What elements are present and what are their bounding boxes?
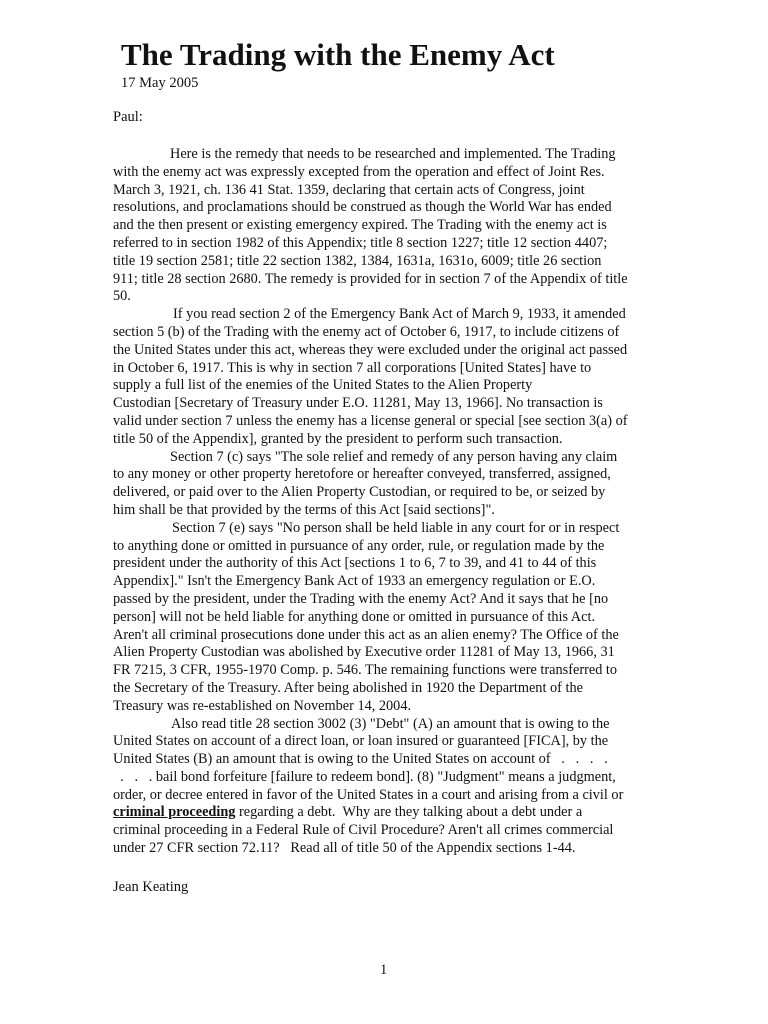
paragraph-emergency-bank-act bbox=[113, 306, 661, 448]
text-line: . . . bail bond forfeiture [failure to redeem bond]. (8) "Judgment" means a judgment, bbox=[113, 768, 616, 785]
document-title: The Trading with the Enemy Act bbox=[121, 37, 555, 72]
text-line: person] will not be held liable for anything done or omitted in pursuance of this Act. bbox=[113, 608, 596, 625]
text-line: March 3, 1921, ch. 136 41 Stat. 1359, declaring that certain acts of Congress, joint bbox=[113, 181, 585, 198]
text-line: United States (B) an amount that is owing to the United States on account of . . . . bbox=[113, 751, 608, 768]
document-date: 17 May 2005 bbox=[121, 75, 199, 91]
text-line: FR 7215, 3 CFR, 1955-1970 Comp. p. 546. The remaining functions were transferred to bbox=[113, 662, 618, 679]
text-line: the Secretary of the Treasury. After being abolished in 1920 the Department of the bbox=[113, 679, 583, 696]
salutation: Paul: bbox=[113, 109, 143, 125]
text-line: Here is the remedy that needs to be researched and implemented. The Trading bbox=[170, 146, 616, 162]
text-line: criminal proceeding in a Federal Rule of Civil Procedure? Aren't all crimes commercial bbox=[113, 822, 614, 839]
text-line: Section 7 (c) says "The sole relief and remedy of any person having any claim bbox=[170, 448, 618, 465]
paragraph-title-28 bbox=[113, 716, 661, 858]
text-line: passed by the president, under the Trading with the enemy Act? And it says that he [no bbox=[113, 590, 609, 607]
text-line: 50. bbox=[113, 288, 131, 305]
text-line: under 27 CFR section 72.11? Read all of title 50 of the Appendix sections 1-44. bbox=[113, 840, 576, 857]
text-line: president under the authority of this Act [sections 1 to 6, 7 to 39, and 41 to 44 of this bbox=[113, 555, 597, 572]
text-line: United States on account of a direct loan, or loan insured or guaranteed [FICA], by the bbox=[113, 733, 609, 750]
text-line: section 5 (b) of the Trading with the enemy act of October 6, 1917, to include citizens of bbox=[113, 323, 620, 340]
text-line: the United States under this act, whereas they were excluded under the original act passed bbox=[113, 341, 628, 358]
page-number: 1 bbox=[380, 962, 388, 978]
text-line: delivered, or paid over to the Alien Property Custodian, or required to be, or seized by bbox=[113, 484, 606, 501]
text-line: valid under section 7 unless the enemy has a license general or special [see section 3(a) of bbox=[113, 412, 628, 429]
text-line: 911; title 28 section 2680. The remedy is provided for in section 7 of the Appendix of title bbox=[113, 270, 628, 287]
text-line: Treasury was re-established on November 14, 2004. bbox=[113, 697, 412, 714]
text-line: to anything done or omitted in pursuance of any order, rule, or regulation made by the bbox=[113, 537, 605, 554]
text-line: Appendix]." Isn't the Emergency Bank Act of 1933 an emergency regulation or E.O. bbox=[113, 573, 596, 590]
text-line: title 50 of the Appendix], granted by the president to perform such transaction. bbox=[113, 430, 563, 447]
paragraph-section-7e bbox=[113, 520, 661, 716]
text-line: resolutions, and proclamations should be construed as though the World War has ended bbox=[113, 199, 612, 216]
text-line: Aren't all criminal prosecutions done under this act as an alien enemy? The Office of the bbox=[113, 626, 619, 643]
text-line: Custodian [Secretary of Treasury under E.O. 11281, May 13, 1966]. No transaction is bbox=[113, 395, 603, 412]
text-line: referred to in section 1982 of this Appendix; title 8 section 1227; title 12 section 4407; bbox=[113, 234, 608, 251]
text-line: in October 6, 1917. This is why in section 7 all corporations [United States] have to bbox=[113, 359, 592, 376]
text-line: If you read section 2 of the Emergency Bank Act of March 9, 1933, it amended bbox=[173, 306, 626, 323]
signature-name: Jean Keating bbox=[113, 879, 189, 895]
text-line: Section 7 (e) says "No person shall be held liable in any court for or in respect bbox=[172, 519, 620, 536]
text-fragment: regarding a debt. Why are they talking about a debt under a bbox=[235, 804, 583, 821]
text-line: to any money or other property heretofore or hereafter conveyed, transferred, assigned, bbox=[113, 466, 611, 483]
text-line: supply a full list of the enemies of the United States to the Alien Property bbox=[113, 377, 533, 394]
text-line: title 19 section 2581; title 22 section 1382, 1384, 1631a, 1631o, 6009; title 26 section bbox=[113, 252, 602, 269]
letter-body bbox=[113, 146, 661, 858]
text-line: Alien Property Custodian was abolished by Executive order 11281 of May 13, 1966, 31 bbox=[113, 644, 615, 661]
text-line: and the then present or existing emergency expired. The Trading with the enemy act is bbox=[113, 217, 607, 234]
criminal-proceeding-emphasis: criminal proceeding bbox=[113, 804, 236, 821]
text-line: order, or decree entered in favor of the United States in a court and arising from a civil or bbox=[113, 786, 624, 803]
paragraph-section-7c bbox=[113, 449, 661, 520]
text-line-with-emphasis bbox=[113, 804, 661, 822]
text-line: him shall be that provided by the terms of this Act [said sections]". bbox=[113, 501, 495, 518]
text-line: Also read title 28 section 3002 (3) "Debt" (A) an amount that is owing to the bbox=[171, 715, 610, 732]
text-line: with the enemy act was expressly excepted from the operation and effect of Joint Res. bbox=[113, 163, 605, 180]
paragraph-remedy bbox=[113, 146, 661, 306]
